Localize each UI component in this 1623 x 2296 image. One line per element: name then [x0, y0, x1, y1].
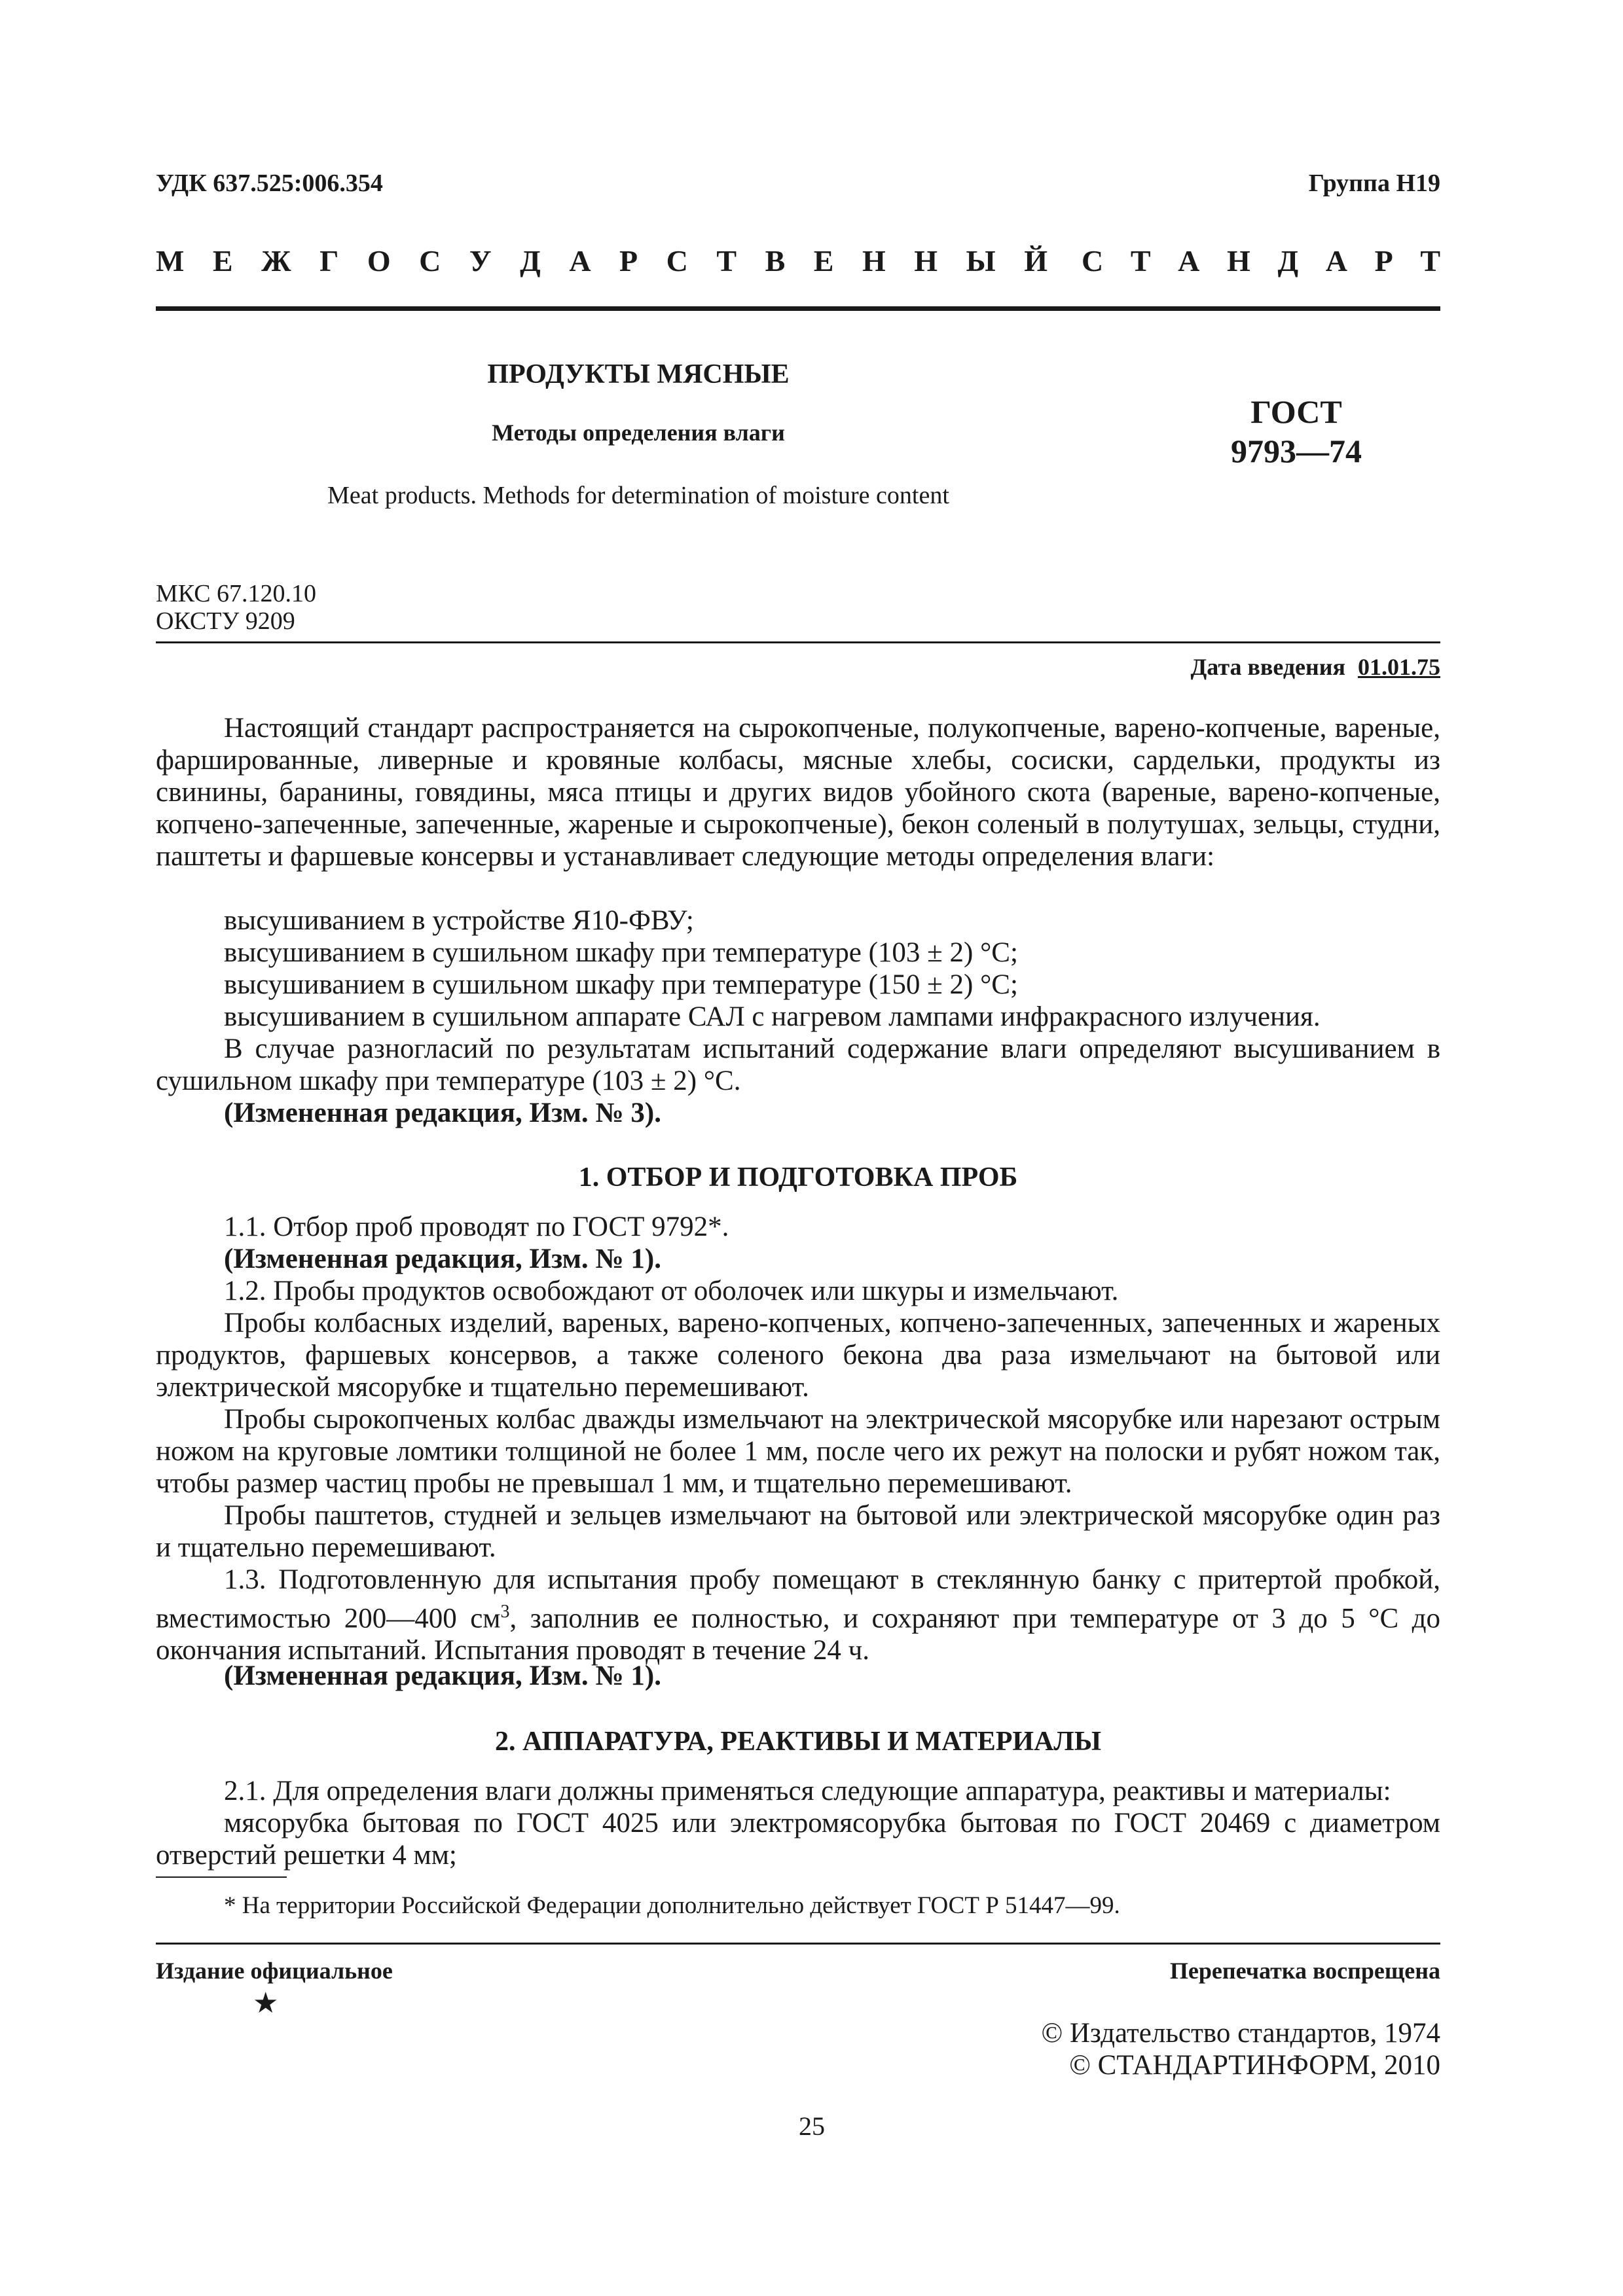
method-item: высушиванием в сушильном шкафу при температуре (103 ± 2) °С; [224, 937, 1018, 968]
banner-letter: С [666, 244, 688, 278]
banner-letter: Н [1227, 244, 1250, 278]
gost-label: ГОСТ [1250, 393, 1342, 430]
title-english: Meat products. Methods for determination of moisture content [327, 482, 949, 509]
udc-code: УДК 637.525:006.354 [156, 170, 383, 197]
amendment-note: (Измененная редакция, Изм. № 1). [224, 1660, 661, 1691]
mks-code: МКС 67.120.10 [156, 580, 317, 607]
dispute-paragraph: В случае разногласий по результатам испытаний содержание влаги определяют высушиванием в сушильном шкафу при температуре (103 ± 2) °С. [156, 1033, 1440, 1096]
copyright-2010: © СТАНДАРТИНФОРМ, 2010 [1069, 2050, 1440, 2081]
banner-letter: Р [1374, 244, 1393, 278]
banner-letter: Е [212, 244, 233, 278]
banner-letter: Т [716, 244, 737, 278]
date-intro-value: 01.01.75 [1358, 654, 1440, 680]
page-number: 25 [799, 2111, 825, 2141]
section-2-title: 2. АППАРАТУРА, РЕАКТИВЫ И МАТЕРИАЛЫ [495, 1727, 1101, 1757]
banner-letter: С [419, 244, 441, 278]
intro-paragraph: Настоящий стандарт распространяется на сырокопченые, полукопченые, варено-копченые, вареные, фаршированные, ливерные и кровяные колбасы, мясные хлебы, сосиски, сардельки, продукты из свинины, баранины, говядины, мяса птицы и других видов убойного скота (вареные, варено-копченые, копчено-запеченные, запеченные, жареные и сырокопченые), бекон соленый в полутушах, зельцы, студни, паштеты и фаршевые консервы и устанавливает следующие методы определения влаги: [156, 713, 1440, 872]
group-code: Группа Н19 [1308, 170, 1440, 197]
clause-2-1: 2.1. Для определения влаги должны применяться следующие аппаратура, реактивы и материалы: [224, 1776, 1391, 1806]
amendment-note: (Измененная редакция, Изм. № 1). [224, 1244, 661, 1274]
footer-rule [156, 1943, 1440, 1945]
banner-letter: О [367, 244, 391, 278]
banner-letter: Ы [966, 244, 996, 278]
star-icon: ★ [253, 1987, 279, 2019]
footnote-rule [156, 1876, 287, 1878]
banner-word-interstate [156, 243, 1048, 278]
okstu-code: ОКСТУ 9209 [156, 607, 295, 635]
clause-1-3-superscript: 3 [500, 1602, 510, 1622]
banner-letter: Д [520, 244, 541, 278]
banner-letter: А [569, 244, 591, 278]
clause-1-2-dry-sausages: Пробы сырокопченых колбас дважды измельчают на электрической мясорубке или нарезают острым ножом на круговые ломтики толщиной не более 1 мм, после чего их режут на полоски и рубят ножом так, чтобы размер частиц пробы не превышал 1 мм, и тщательно перемешивают. [156, 1404, 1440, 1499]
clause-1-3-text-a: 1.3. Подготовленную для испытания пробу помещают в стеклянную банку с притертой пробкой, вместимостью 200—400 см [156, 1564, 1440, 1634]
clause-2-1-meat-grinder: мясорубка бытовая по ГОСТ 4025 или электромясорубка бытовая по ГОСТ 20469 с диаметром отверстий решетки 4 мм; [156, 1808, 1440, 1871]
title-main: ПРОДУКТЫ МЯСНЫЕ [487, 359, 790, 389]
banner-word-standard [1082, 243, 1440, 278]
banner-letter: А [1325, 244, 1347, 278]
banner-letter: В [765, 244, 786, 278]
method-item: высушиванием в сушильном аппарате САЛ с нагревом лампами инфракрасного излучения. [224, 1001, 1321, 1032]
clause-1-3 [156, 1564, 1440, 1666]
standard-banner [156, 243, 1440, 278]
banner-letter: С [1082, 244, 1104, 278]
amendment-note: (Измененная редакция, Изм. № 3). [224, 1098, 661, 1128]
banner-letter: Н [862, 244, 886, 278]
method-item: высушиванием в сушильном шкафу при температуре (150 ± 2) °С; [224, 969, 1018, 1000]
clause-1-2-sausages: Пробы колбасных изделий, вареных, варено-копченых, копчено-запеченных, запеченных и жареных продуктов, фаршевых консервов, а также соленого бекона два раза измельчают на бытовой или электрической мясорубке и тщательно перемешивают. [156, 1308, 1440, 1403]
banner-letter: Т [1130, 244, 1151, 278]
clause-1-3-text-b: , заполнив ее полностью, и сохраняют при температуре от 3 до 5 °С до окончания испытаний. Испытания проводят в течение 24 ч. [156, 1603, 1440, 1666]
banner-letter: Е [813, 244, 834, 278]
edition-official: Издание официальное [156, 1958, 393, 1984]
banner-letter: Т [1420, 244, 1440, 278]
copyright-1974: © Издательство стандартов, 1974 [1041, 2018, 1440, 2049]
footnote: * На территории Российской Федерации дополнительно действует ГОСТ Р 51447—99. [224, 1892, 1120, 1919]
clause-1-1: 1.1. Отбор проб проводят по ГОСТ 9792*. [224, 1211, 729, 1242]
title-sub: Методы определения влаги [492, 420, 785, 446]
banner-letter: А [1178, 244, 1200, 278]
clause-1-2-pates: Пробы паштетов, студней и зельцев измельчают на бытовой или электрической мясорубке один раз и тщательно перемешивают. [156, 1500, 1440, 1563]
header-rule [156, 306, 1440, 311]
date-intro [1048, 653, 1440, 681]
date-rule [156, 641, 1440, 643]
banner-letter: М [156, 244, 185, 278]
banner-letter: Р [619, 244, 638, 278]
section-1-title: 1. ОТБОР И ПОДГОТОВКА ПРОБ [578, 1162, 1018, 1193]
banner-letter: Й [1024, 244, 1048, 278]
banner-letter: Ж [261, 244, 291, 278]
gost-number: 9793—74 [1231, 433, 1362, 469]
banner-letter: Н [914, 244, 938, 278]
banner-letter: У [469, 244, 492, 278]
method-item: высушиванием в устройстве Я10-ФВУ; [224, 905, 694, 936]
clause-1-2: 1.2. Пробы продуктов освобождают от оболочек или шкуры и измельчают. [224, 1276, 1119, 1306]
date-intro-label: Дата введения [1190, 654, 1345, 680]
banner-letter: Д [1277, 244, 1299, 278]
reprint-notice: Перепечатка воспрещена [1169, 1958, 1440, 1984]
banner-letter: Г [319, 244, 339, 278]
